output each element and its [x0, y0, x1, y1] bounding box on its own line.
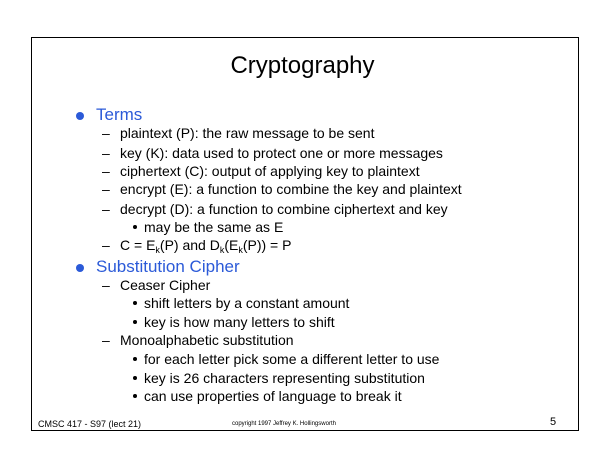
mono-item: Monoalphabetic substitution: [120, 332, 294, 348]
term-item: plaintext (P): the raw message to be sent: [120, 125, 375, 141]
term-item: key (K): data used to protect one or more messages: [120, 145, 443, 161]
mono-sub-item: can use properties of language to break it: [144, 388, 402, 404]
slide-title: Cryptography: [230, 52, 375, 79]
dash-bullet: –: [102, 332, 110, 348]
page-number: 5: [550, 416, 557, 428]
dash-bullet: –: [102, 201, 110, 217]
mono-sub-item: key is 26 characters representing substitution: [144, 370, 425, 386]
mono-sub-item: for each letter pick some a different letter to use: [144, 351, 440, 367]
term-item: encrypt (E): a function to combine the key and plaintext: [120, 181, 462, 197]
dot-bullet: [133, 394, 137, 398]
level1-bullet: [76, 112, 84, 120]
dash-bullet: –: [102, 181, 110, 197]
ceaser-sub-item: key is how many letters to shift: [144, 314, 335, 330]
dash-bullet: –: [102, 237, 110, 253]
footer-copyright: copyright 1997 Jeffrey K. Hollingsworth: [232, 421, 336, 427]
terms-heading: Terms: [96, 105, 143, 124]
level1-bullet: [76, 264, 84, 272]
substitution-heading: Substitution Cipher: [96, 257, 240, 276]
term-item: decrypt (D): a function to combine ciphertext and key: [120, 201, 448, 217]
dot-bullet: [133, 357, 137, 361]
dash-bullet: –: [102, 125, 110, 141]
dot-bullet: [133, 376, 137, 380]
dash-bullet: –: [102, 277, 110, 293]
dash-bullet: –: [102, 145, 110, 161]
dot-bullet: [133, 301, 137, 305]
dot-bullet: [133, 225, 137, 229]
ceaser-item: Ceaser Cipher: [120, 277, 211, 293]
formula-line: $C = E_k(P)$ and $D_k(E_k(P)) = P$: [120, 237, 292, 255]
footer-course: CMSC 417 - S97 (lect 21): [38, 419, 142, 429]
term-item: ciphertext (C): output of applying key to plaintext: [120, 163, 420, 179]
decrypt-sub-item: may be the same as E: [144, 219, 284, 235]
dash-bullet: –: [102, 163, 110, 179]
ceaser-sub-item: shift letters by a constant amount: [144, 295, 350, 311]
dot-bullet: [133, 320, 137, 324]
